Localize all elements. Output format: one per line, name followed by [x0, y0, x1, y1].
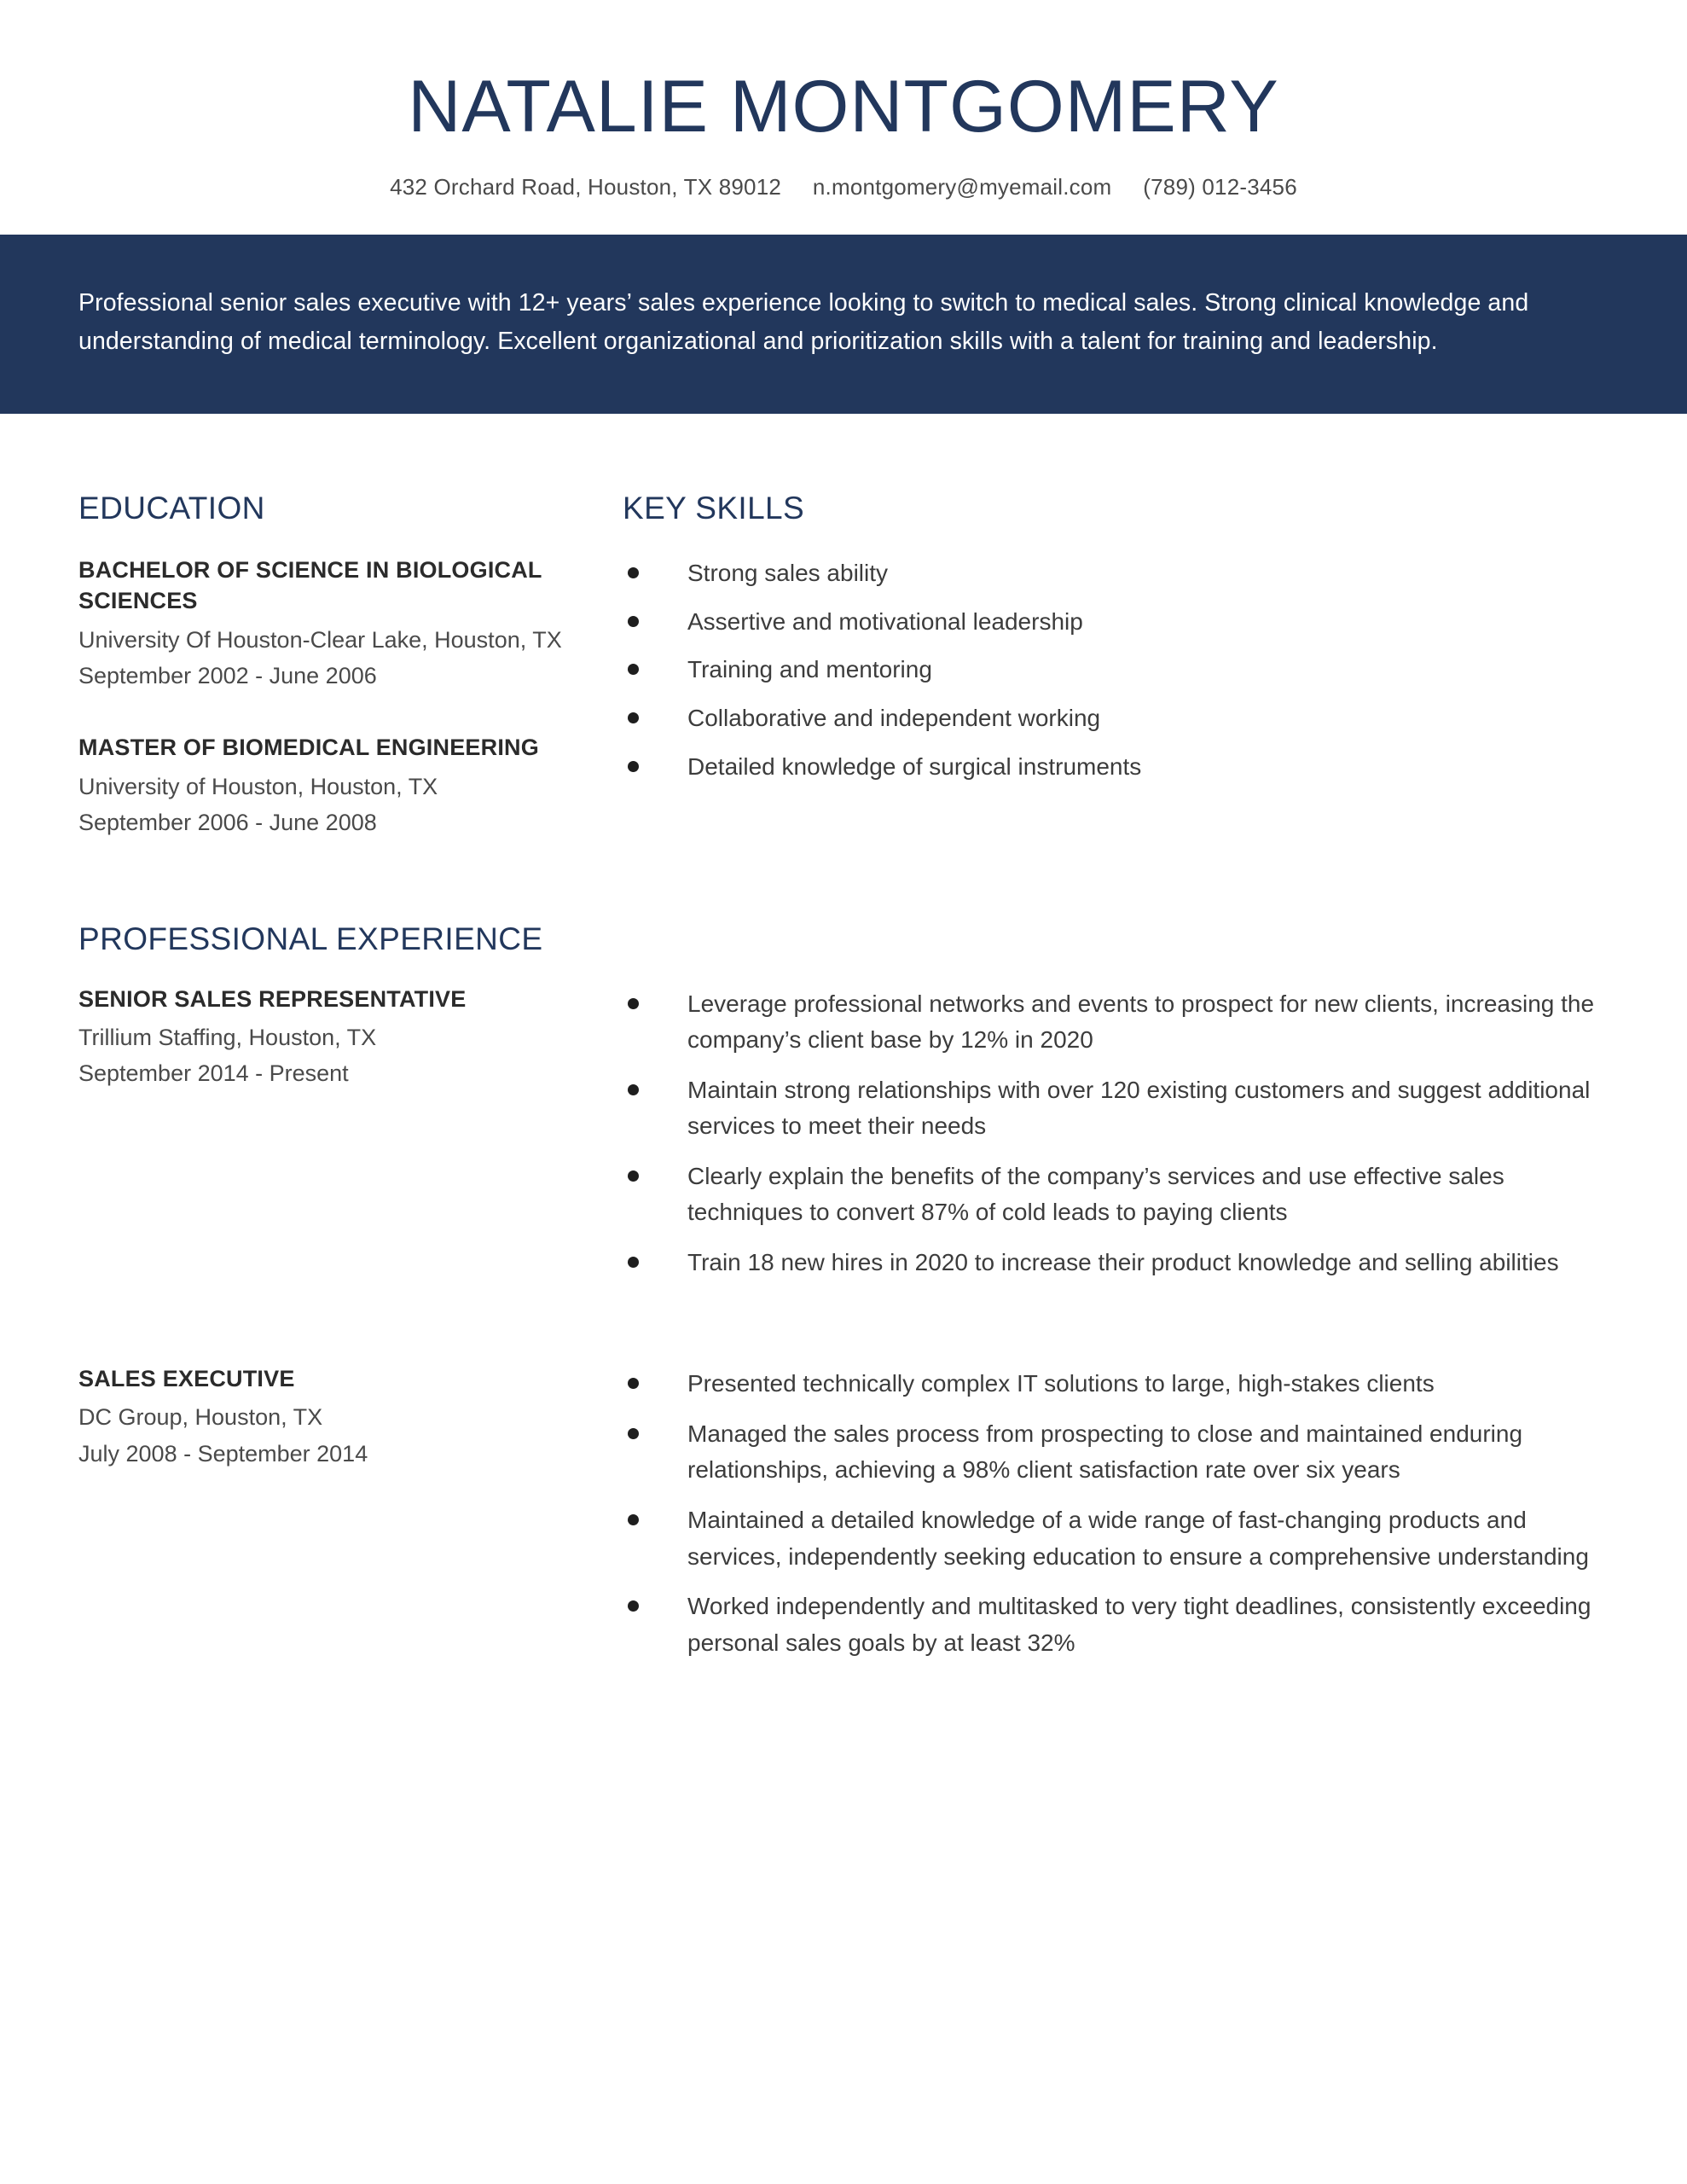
list-item: Collaborative and independent working — [623, 700, 1609, 737]
key-skills-list — [623, 555, 1609, 785]
list-item: Maintain strong relationships with over 120 existing customers and suggest additional services to meet their needs — [623, 1072, 1609, 1145]
education-degree: MASTER OF BIOMEDICAL ENGINEERING — [78, 735, 539, 761]
professional-summary-text: Professional senior sales executive with 12+ years’ sales experience looking to switch to medical sales. Strong clinical knowledge and understanding of medical terminology. Excellent organizational and prioritization skills with a talent for training and leadership. — [78, 289, 1529, 356]
experience-dates: July 2008 - September 2014 — [78, 1440, 368, 1467]
list-item: Presented technically complex IT solutions to large, high-stakes clients — [623, 1366, 1609, 1403]
list-item: Clearly explain the benefits of the company’s services and use effective sales techniques to convert 87% of cold leads to paying clients — [623, 1159, 1609, 1231]
key-skills-section — [607, 491, 1609, 797]
experience-company: Trillium Staffing, Houston, TX — [78, 1024, 377, 1050]
experience-job-title: SALES EXECUTIVE — [78, 1366, 295, 1392]
experience-dates: September 2014 - Present — [78, 1060, 349, 1086]
education-entry — [78, 733, 582, 839]
experience-bullet-list — [623, 986, 1609, 1281]
experience-company: DC Group, Houston, TX — [78, 1404, 323, 1431]
list-item: Strong sales ability — [623, 555, 1609, 592]
experience-entry — [78, 986, 1609, 1295]
resume-header — [0, 0, 1687, 235]
contact-email[interactable]: n.montgomery@myemail.com — [812, 174, 1112, 200]
education-title: EDUCATION — [78, 491, 265, 526]
education-section — [78, 491, 607, 839]
list-item: Train 18 new hires in 2020 to increase their product knowledge and selling abilities — [623, 1245, 1609, 1281]
list-item: Leverage professional networks and events to prospect for new clients, increasing the company’s client base by 12% in 2020 — [623, 986, 1609, 1059]
professional-experience-title: PROFESSIONAL EXPERIENCE — [78, 921, 543, 956]
experience-job-title: SENIOR SALES REPRESENTATIVE — [78, 985, 467, 1012]
experience-meta — [78, 1366, 607, 1470]
resume-body — [0, 414, 1687, 1726]
education-skills-row — [78, 491, 1609, 839]
contact-address: 432 Orchard Road, Houston, TX 89012 — [390, 174, 782, 200]
experience-entry — [78, 1366, 1609, 1675]
list-item: Training and mentoring — [623, 652, 1609, 688]
experience-meta — [78, 986, 607, 1090]
professional-experience-section — [78, 921, 1609, 1676]
list-item: Maintained a detailed knowledge of a wide range of fast-changing products and services, independently seeking education to ensure a comprehensive understanding — [623, 1502, 1609, 1575]
professional-summary-band — [0, 235, 1687, 414]
key-skills-title: KEY SKILLS — [623, 491, 805, 526]
contact-phone[interactable]: (789) 012-3456 — [1143, 174, 1297, 200]
experience-details — [607, 1366, 1609, 1675]
education-dates: September 2002 - June 2006 — [78, 662, 377, 688]
contact-line — [0, 174, 1687, 200]
education-school: University Of Houston-Clear Lake, Houston, TX — [78, 626, 562, 653]
candidate-name: NATALIE MONTGOMERY — [408, 66, 1279, 148]
education-entry — [78, 555, 582, 692]
experience-bullet-list — [623, 1366, 1609, 1661]
list-item: Detailed knowledge of surgical instruments — [623, 749, 1609, 786]
experience-details — [607, 986, 1609, 1295]
list-item: Worked independently and multitasked to very tight deadlines, consistently exceeding personal sales goals by at least 32% — [623, 1589, 1609, 1661]
education-dates: September 2006 - June 2008 — [78, 810, 377, 836]
education-degree: BACHELOR OF SCIENCE IN BIOLOGICAL SCIENCES — [78, 557, 542, 613]
education-school: University of Houston, Houston, TX — [78, 773, 438, 799]
list-item: Managed the sales process from prospecting to close and maintained enduring relationships, achieving a 98% client satisfaction rate over six years — [623, 1416, 1609, 1489]
list-item: Assertive and motivational leadership — [623, 604, 1609, 641]
